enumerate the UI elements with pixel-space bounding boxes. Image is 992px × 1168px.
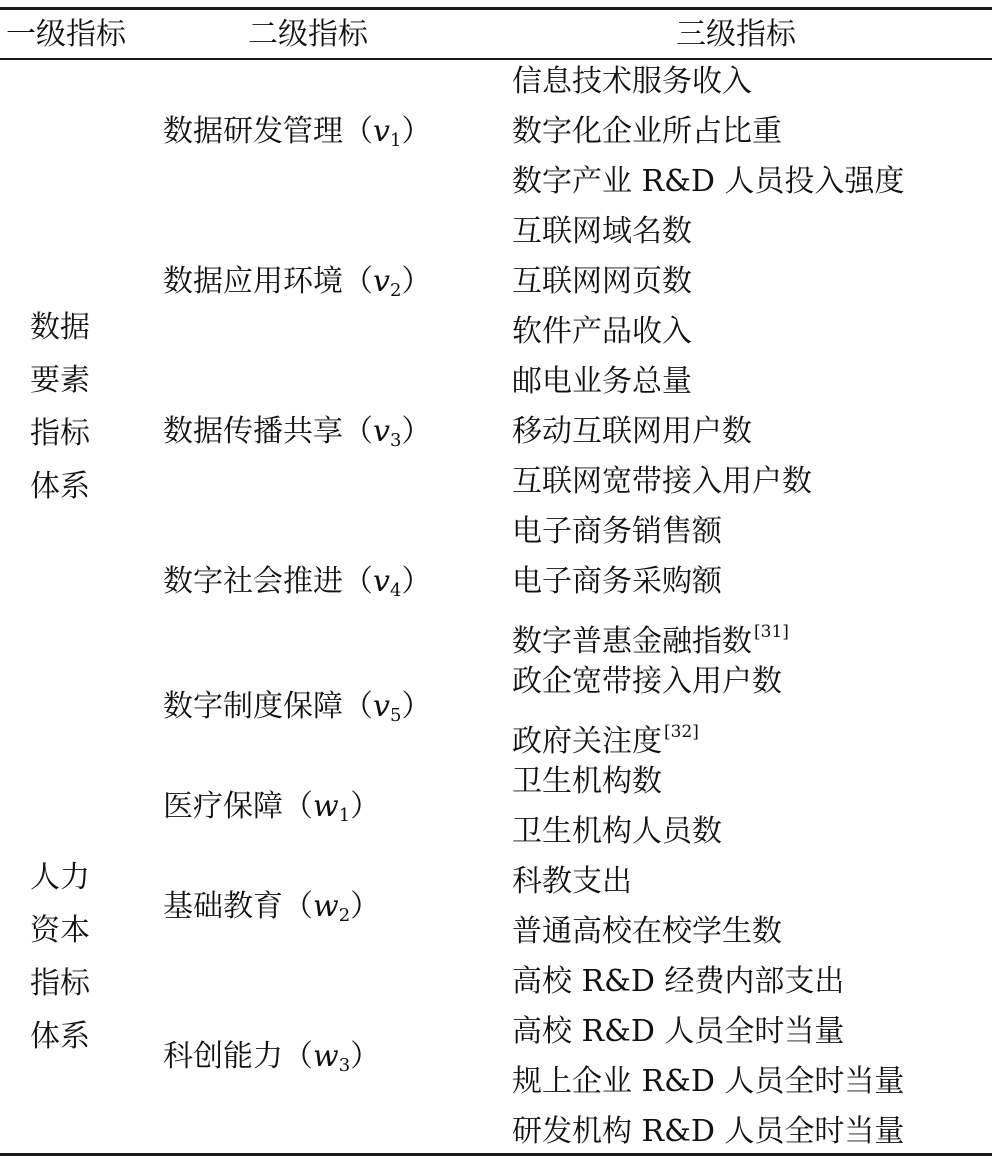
indicator-level3-text: 数字产业 R&D 人员投入强度: [512, 164, 905, 199]
indicator-level1-line: 人力: [30, 860, 90, 895]
indicator-level2-label: 医疗保障: [163, 789, 283, 824]
indicator-level3-text: 高校 R&D 人员全时当量: [512, 1014, 845, 1049]
indicator-level3: [512, 1010, 844, 1054]
indicator-level3-text: 互联网网页数: [512, 264, 692, 299]
indicator-level3: [512, 1060, 904, 1104]
indicator-level3: [512, 110, 782, 154]
indicator-level3: [512, 260, 692, 304]
indicator-level2: 数字社会推进$(v_4)$: [163, 564, 432, 601]
indicator-level3: [512, 510, 722, 554]
indicator-level1-line: 指标: [30, 416, 90, 451]
indicator-level3-text: 邮电业务总量: [512, 364, 692, 399]
indicator-level3-text: 卫生机构人员数: [512, 814, 722, 849]
indicator-level3: [512, 760, 662, 804]
table-bottom-rule: [0, 1153, 992, 1156]
table-header-rule: [0, 58, 992, 60]
indicator-level3: [512, 960, 844, 1004]
indicator-level3-text: 政企宽带接入用户数: [512, 664, 782, 699]
indicator-level3-text: 普通高校在校学生数: [512, 914, 782, 949]
header-level2: 二级指标: [248, 17, 368, 52]
indicator-level3-text: 数字普惠金融指数: [512, 624, 752, 659]
citation-ref: [32]: [664, 722, 699, 742]
table-top-rule: [0, 7, 992, 10]
indicator-level3: [512, 610, 789, 664]
indicator-level2-label: 数据研发管理: [163, 114, 343, 149]
indicator-level2: 基础教育$(w_2)$: [163, 889, 381, 926]
indicator-level3: [512, 460, 812, 504]
indicator-level3-text: 信息技术服务收入: [512, 64, 752, 99]
indicator-level2-label: 数据传播共享: [163, 414, 343, 449]
variable-index: 3: [338, 1055, 351, 1076]
header-level1: 一级指标: [6, 17, 126, 52]
variable-symbol: $v_4$: [373, 564, 402, 601]
variable-index: 3: [389, 430, 402, 451]
indicator-level1: [30, 851, 90, 1063]
indicator-level3: [512, 310, 692, 354]
indicator-level2-label: 基础教育: [163, 889, 283, 924]
variable-symbol: $v_2$: [373, 264, 402, 301]
indicator-level3-text: 规上企业 R&D 人员全时当量: [512, 1064, 905, 1099]
indicator-level3: [512, 810, 722, 854]
citation-ref: [31]: [754, 622, 789, 642]
indicator-level3: [512, 410, 752, 454]
variable-symbol: $v_3$: [373, 414, 402, 451]
indicator-level2: 医疗保障$(w_1)$: [163, 789, 381, 826]
variable-symbol: $w_3$: [313, 1039, 351, 1076]
indicator-level3: [512, 360, 692, 404]
indicator-level3-text: 数字化企业所占比重: [512, 114, 782, 149]
indicator-level2-label: 数字社会推进: [163, 564, 343, 599]
indicator-level3: [512, 710, 699, 764]
indicator-level1-line: 体系: [30, 469, 90, 504]
indicator-level3-text: 互联网宽带接入用户数: [512, 464, 812, 499]
indicator-level1-line: 指标: [30, 966, 90, 1001]
indicator-level3-text: 科教支出: [512, 864, 632, 899]
indicator-level1-line: 体系: [30, 1019, 90, 1054]
indicator-level3-text: 移动互联网用户数: [512, 414, 752, 449]
indicator-level3-text: 互联网域名数: [512, 214, 692, 249]
indicator-level1: [30, 301, 90, 513]
indicator-level3-text: 电子商务销售额: [512, 514, 722, 549]
indicator-level3: [512, 660, 782, 704]
indicator-level3: [512, 1110, 904, 1154]
indicator-level3-text: 研发机构 R&D 人员全时当量: [512, 1114, 905, 1149]
indicator-level3: [512, 160, 904, 204]
indicator-level3-text: 电子商务采购额: [512, 564, 722, 599]
indicator-level3-text: 软件产品收入: [512, 314, 692, 349]
variable-index: 5: [389, 705, 402, 726]
indicator-level3-text: 政府关注度: [512, 724, 662, 759]
indicator-level3: [512, 210, 692, 254]
variable-index: 1: [338, 805, 351, 826]
variable-index: 2: [338, 905, 351, 926]
indicator-level3-text: 卫生机构数: [512, 764, 662, 799]
indicator-level2: 数据应用环境$(v_2)$: [163, 264, 432, 301]
indicator-level2: 数据传播共享$(v_3)$: [163, 414, 432, 451]
indicator-level1-line: 数据: [30, 310, 90, 345]
variable-index: 4: [389, 580, 402, 601]
indicator-level3: [512, 860, 632, 904]
indicator-level2-label: 数字制度保障: [163, 689, 343, 724]
indicator-level2: 科创能力$(w_3)$: [163, 1039, 381, 1076]
indicator-level3-text: 高校 R&D 经费内部支出: [512, 964, 845, 999]
header-level3: 三级指标: [676, 17, 796, 52]
indicator-level2: 数字制度保障$(v_5)$: [163, 689, 432, 726]
variable-symbol: $v_5$: [373, 689, 402, 726]
variable-symbol: $v_1$: [373, 114, 402, 151]
indicator-level2: 数据研发管理$(v_1)$: [163, 114, 432, 151]
indicator-level1-line: 要素: [30, 363, 90, 398]
variable-symbol: $w_1$: [313, 789, 351, 826]
indicator-level2-label: 数据应用环境: [163, 264, 343, 299]
variable-index: 1: [389, 130, 402, 151]
indicator-level3: [512, 910, 782, 954]
indicator-level3: [512, 560, 722, 604]
indicator-level3: [512, 60, 752, 104]
indicator-level1-line: 资本: [30, 913, 90, 948]
variable-index: 2: [389, 280, 402, 301]
variable-symbol: $w_2$: [313, 889, 351, 926]
indicator-level2-label: 科创能力: [163, 1039, 283, 1074]
